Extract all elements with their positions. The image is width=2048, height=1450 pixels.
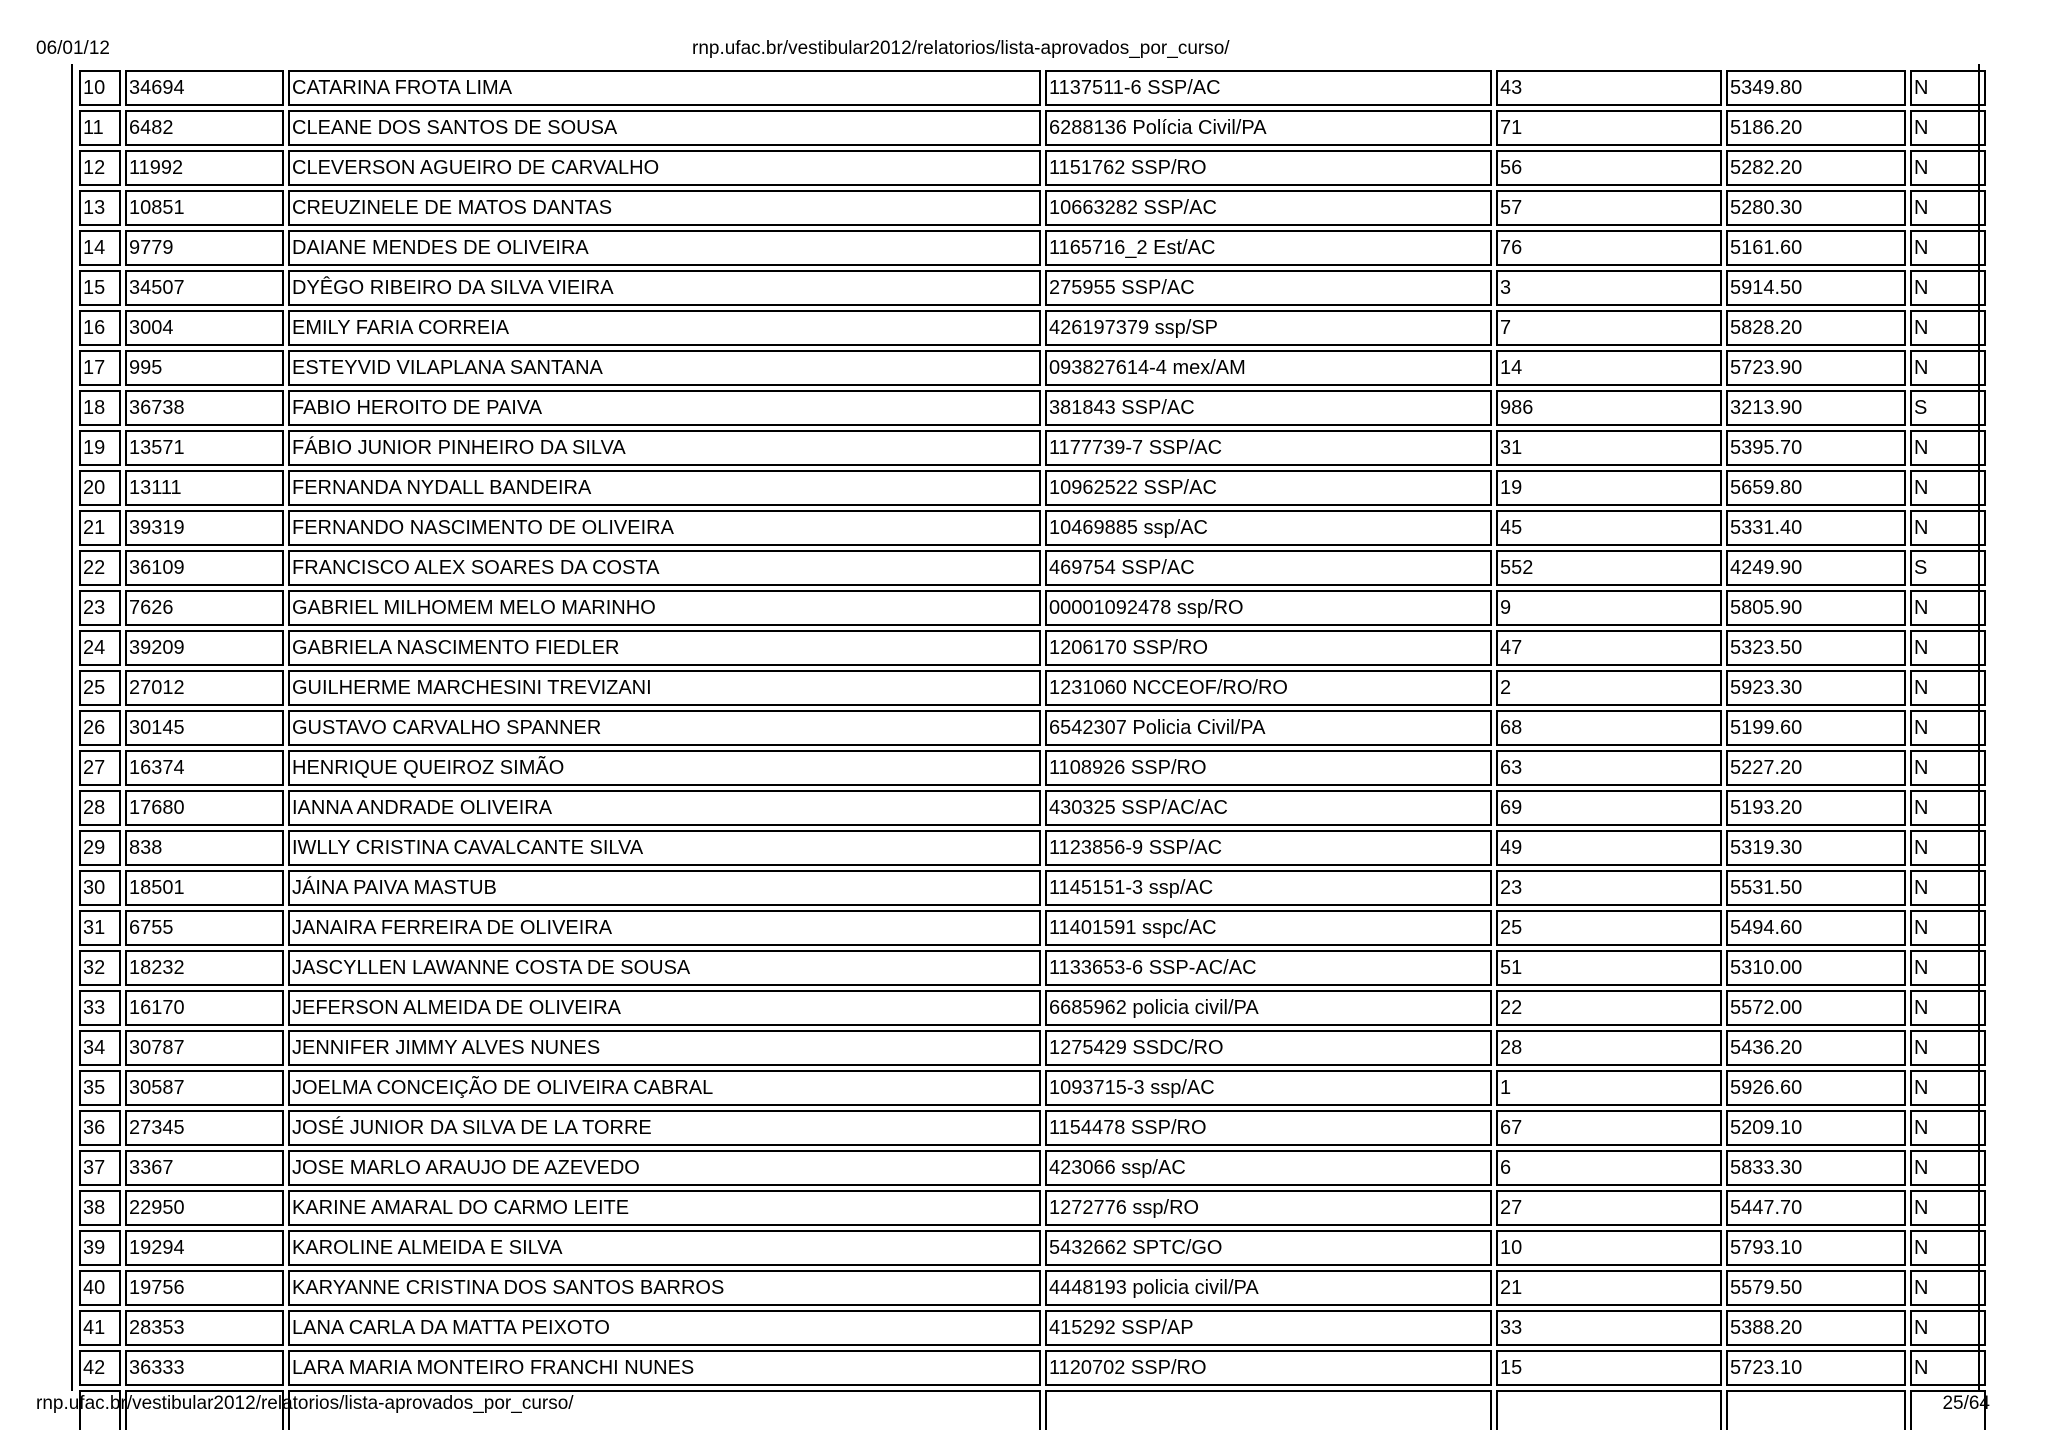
cell-registration: 6482 — [125, 110, 284, 146]
cell-registration: 39209 — [125, 630, 284, 666]
cell-score: 5161.60 — [1726, 230, 1906, 266]
table-row — [79, 70, 1986, 106]
cell-name: FÁBIO JUNIOR PINHEIRO DA SILVA — [288, 430, 1041, 466]
cell-name: CLEVERSON AGUEIRO DE CARVALHO — [288, 150, 1041, 186]
table-body — [79, 70, 1986, 1430]
table-row — [79, 190, 1986, 226]
cell-position: 19 — [79, 430, 121, 466]
table-row — [79, 1150, 1986, 1186]
empty-cell — [1496, 1390, 1722, 1430]
cell-score: 5926.60 — [1726, 1070, 1906, 1106]
cell-document: 10962522 SSP/AC — [1045, 470, 1492, 506]
table-row — [79, 950, 1986, 986]
cell-name: LARA MARIA MONTEIRO FRANCHI NUNES — [288, 1350, 1041, 1386]
cell-name: DAIANE MENDES DE OLIVEIRA — [288, 230, 1041, 266]
cell-rank: 56 — [1496, 150, 1722, 186]
cell-document: 1231060 NCCEOF/RO/RO — [1045, 670, 1492, 706]
cell-name: CLEANE DOS SANTOS DE SOUSA — [288, 110, 1041, 146]
cell-position: 37 — [79, 1150, 121, 1186]
table-row — [79, 830, 1986, 866]
cell-registration: 9779 — [125, 230, 284, 266]
cell-document: 093827614-4 mex/AM — [1045, 350, 1492, 386]
cell-rank: 22 — [1496, 990, 1722, 1026]
table-row — [79, 230, 1986, 266]
page-url-footer: rnp.ufac.br/vestibular2012/relatorios/lista-aprovados_por_curso/ — [36, 1393, 574, 1414]
cell-flag: N — [1910, 150, 1986, 186]
cell-position: 42 — [79, 1350, 121, 1386]
cell-rank: 67 — [1496, 1110, 1722, 1146]
cell-rank: 71 — [1496, 110, 1722, 146]
cell-document: 1145151-3 ssp/AC — [1045, 870, 1492, 906]
cell-name: KARINE AMARAL DO CARMO LEITE — [288, 1190, 1041, 1226]
table-row — [79, 790, 1986, 826]
cell-document: 469754 SSP/AC — [1045, 550, 1492, 586]
cell-name: IWLLY CRISTINA CAVALCANTE SILVA — [288, 830, 1041, 866]
cell-flag: N — [1910, 1350, 1986, 1386]
cell-position: 27 — [79, 750, 121, 786]
cell-score: 5193.20 — [1726, 790, 1906, 826]
cell-name: GABRIEL MILHOMEM MELO MARINHO — [288, 590, 1041, 626]
cell-document: 1120702 SSP/RO — [1045, 1350, 1492, 1386]
cell-score: 5323.50 — [1726, 630, 1906, 666]
cell-score: 5280.30 — [1726, 190, 1906, 226]
cell-score: 5319.30 — [1726, 830, 1906, 866]
table-row — [79, 1070, 1986, 1106]
cell-rank: 15 — [1496, 1350, 1722, 1386]
cell-registration: 13111 — [125, 470, 284, 506]
cell-score: 5310.00 — [1726, 950, 1906, 986]
cell-flag: S — [1910, 550, 1986, 586]
cell-registration: 13571 — [125, 430, 284, 466]
cell-score: 5447.70 — [1726, 1190, 1906, 1226]
cell-registration: 16374 — [125, 750, 284, 786]
table-row — [79, 750, 1986, 786]
cell-rank: 552 — [1496, 550, 1722, 586]
cell-flag: N — [1910, 350, 1986, 386]
cell-name: FABIO HEROITO DE PAIVA — [288, 390, 1041, 426]
print-date: 06/01/12 — [36, 38, 110, 59]
cell-score: 5923.30 — [1726, 670, 1906, 706]
table-row — [79, 990, 1986, 1026]
cell-name: JÁINA PAIVA MASTUB — [288, 870, 1041, 906]
cell-position: 18 — [79, 390, 121, 426]
table-row — [79, 350, 1986, 386]
cell-score: 5227.20 — [1726, 750, 1906, 786]
cell-rank: 7 — [1496, 310, 1722, 346]
cell-name: GABRIELA NASCIMENTO FIEDLER — [288, 630, 1041, 666]
cell-position: 38 — [79, 1190, 121, 1226]
cell-document: 415292 SSP/AP — [1045, 1310, 1492, 1346]
cell-document: 11401591 sspc/AC — [1045, 910, 1492, 946]
cell-registration: 28353 — [125, 1310, 284, 1346]
cell-name: JEFERSON ALMEIDA DE OLIVEIRA — [288, 990, 1041, 1026]
cell-name: LANA CARLA DA MATTA PEIXOTO — [288, 1310, 1041, 1346]
cell-registration: 30145 — [125, 710, 284, 746]
table-row — [79, 430, 1986, 466]
cell-name: JOSE MARLO ARAUJO DE AZEVEDO — [288, 1150, 1041, 1186]
cell-registration: 36333 — [125, 1350, 284, 1386]
empty-cell — [1045, 1390, 1492, 1430]
cell-rank: 9 — [1496, 590, 1722, 626]
cell-position: 39 — [79, 1230, 121, 1266]
cell-position: 23 — [79, 590, 121, 626]
cell-rank: 47 — [1496, 630, 1722, 666]
cell-document: 381843 SSP/AC — [1045, 390, 1492, 426]
cell-flag: N — [1910, 950, 1986, 986]
cell-rank: 57 — [1496, 190, 1722, 226]
cell-name: CATARINA FROTA LIMA — [288, 70, 1041, 106]
cell-position: 21 — [79, 510, 121, 546]
cell-registration: 36109 — [125, 550, 284, 586]
cell-score: 5833.30 — [1726, 1150, 1906, 1186]
cell-document: 1275429 SSDC/RO — [1045, 1030, 1492, 1066]
cell-name: JOELMA CONCEIÇÃO DE OLIVEIRA CABRAL — [288, 1070, 1041, 1106]
cell-name: GUSTAVO CARVALHO SPANNER — [288, 710, 1041, 746]
cell-registration: 39319 — [125, 510, 284, 546]
cell-registration: 995 — [125, 350, 284, 386]
cell-position: 41 — [79, 1310, 121, 1346]
cell-rank: 31 — [1496, 430, 1722, 466]
cell-flag: N — [1910, 870, 1986, 906]
cell-rank: 6 — [1496, 1150, 1722, 1186]
approved-list-table — [75, 66, 1990, 1434]
cell-registration: 27012 — [125, 670, 284, 706]
cell-registration: 3367 — [125, 1150, 284, 1186]
cell-flag: N — [1910, 470, 1986, 506]
cell-score: 5579.50 — [1726, 1270, 1906, 1306]
cell-registration: 36738 — [125, 390, 284, 426]
cell-score: 5572.00 — [1726, 990, 1906, 1026]
cell-name: IANNA ANDRADE OLIVEIRA — [288, 790, 1041, 826]
table-row — [79, 710, 1986, 746]
cell-flag: N — [1910, 1150, 1986, 1186]
table-row — [79, 630, 1986, 666]
cell-document: 6685962 policia civil/PA — [1045, 990, 1492, 1026]
cell-position: 40 — [79, 1270, 121, 1306]
cell-document: 1151762 SSP/RO — [1045, 150, 1492, 186]
cell-rank: 69 — [1496, 790, 1722, 826]
cell-registration: 7626 — [125, 590, 284, 626]
cell-document: 10469885 ssp/AC — [1045, 510, 1492, 546]
cell-document: 430325 SSP/AC/AC — [1045, 790, 1492, 826]
cell-score: 5494.60 — [1726, 910, 1906, 946]
cell-rank: 28 — [1496, 1030, 1722, 1066]
cell-document: 1108926 SSP/RO — [1045, 750, 1492, 786]
cell-registration: 10851 — [125, 190, 284, 226]
cell-name: FRANCISCO ALEX SOARES DA COSTA — [288, 550, 1041, 586]
cell-rank: 63 — [1496, 750, 1722, 786]
cell-flag: N — [1910, 750, 1986, 786]
table-row — [79, 470, 1986, 506]
cell-flag: N — [1910, 110, 1986, 146]
cell-flag: N — [1910, 910, 1986, 946]
cell-score: 5914.50 — [1726, 270, 1906, 306]
cell-document: 1206170 SSP/RO — [1045, 630, 1492, 666]
cell-flag: N — [1910, 1110, 1986, 1146]
cell-score: 5331.40 — [1726, 510, 1906, 546]
cell-score: 3213.90 — [1726, 390, 1906, 426]
table-row — [79, 670, 1986, 706]
cell-flag: N — [1910, 1230, 1986, 1266]
cell-position: 33 — [79, 990, 121, 1026]
cell-position: 11 — [79, 110, 121, 146]
cell-rank: 51 — [1496, 950, 1722, 986]
cell-name: KAROLINE ALMEIDA E SILVA — [288, 1230, 1041, 1266]
cell-score: 5282.20 — [1726, 150, 1906, 186]
cell-score: 5531.50 — [1726, 870, 1906, 906]
cell-registration: 11992 — [125, 150, 284, 186]
table-row — [79, 1190, 1986, 1226]
table-row — [79, 510, 1986, 546]
table-row — [79, 590, 1986, 626]
cell-document: 1093715-3 ssp/AC — [1045, 1070, 1492, 1106]
cell-document: 1177739-7 SSP/AC — [1045, 430, 1492, 466]
cell-rank: 19 — [1496, 470, 1722, 506]
cell-position: 22 — [79, 550, 121, 586]
cell-position: 17 — [79, 350, 121, 386]
cell-score: 5723.90 — [1726, 350, 1906, 386]
table-row — [79, 110, 1986, 146]
cell-document: 5432662 SPTC/GO — [1045, 1230, 1492, 1266]
table-row — [79, 870, 1986, 906]
cell-position: 24 — [79, 630, 121, 666]
cell-position: 26 — [79, 710, 121, 746]
cell-rank: 3 — [1496, 270, 1722, 306]
cell-position: 25 — [79, 670, 121, 706]
cell-score: 5349.80 — [1726, 70, 1906, 106]
table-row — [79, 310, 1986, 346]
cell-document: 1133653-6 SSP-AC/AC — [1045, 950, 1492, 986]
cell-registration: 16170 — [125, 990, 284, 1026]
cell-score: 5395.70 — [1726, 430, 1906, 466]
cell-document: 00001092478 ssp/RO — [1045, 590, 1492, 626]
cell-position: 29 — [79, 830, 121, 866]
cell-registration: 30787 — [125, 1030, 284, 1066]
cell-flag: N — [1910, 790, 1986, 826]
cell-rank: 43 — [1496, 70, 1722, 106]
page-url-header: rnp.ufac.br/vestibular2012/relatorios/lista-aprovados_por_curso/ — [692, 38, 1230, 59]
cell-position: 30 — [79, 870, 121, 906]
cell-name: CREUZINELE DE MATOS DANTAS — [288, 190, 1041, 226]
cell-rank: 986 — [1496, 390, 1722, 426]
cell-position: 20 — [79, 470, 121, 506]
cell-flag: N — [1910, 710, 1986, 746]
cell-registration: 19756 — [125, 1270, 284, 1306]
cell-flag: S — [1910, 390, 1986, 426]
cell-document: 1154478 SSP/RO — [1045, 1110, 1492, 1146]
cell-score: 5828.20 — [1726, 310, 1906, 346]
cell-position: 32 — [79, 950, 121, 986]
cell-name: HENRIQUE QUEIROZ SIMÃO — [288, 750, 1041, 786]
cell-name: JANAIRA FERREIRA DE OLIVEIRA — [288, 910, 1041, 946]
cell-rank: 23 — [1496, 870, 1722, 906]
cell-flag: N — [1910, 230, 1986, 266]
table-row — [79, 1030, 1986, 1066]
cell-name: EMILY FARIA CORREIA — [288, 310, 1041, 346]
cell-registration: 34507 — [125, 270, 284, 306]
cell-document: 6288136 Polícia Civil/PA — [1045, 110, 1492, 146]
cell-flag: N — [1910, 70, 1986, 106]
table-row — [79, 390, 1986, 426]
cell-rank: 33 — [1496, 1310, 1722, 1346]
cell-flag: N — [1910, 630, 1986, 666]
cell-position: 13 — [79, 190, 121, 226]
cell-document: 426197379 ssp/SP — [1045, 310, 1492, 346]
cell-position: 34 — [79, 1030, 121, 1066]
cell-score: 5186.20 — [1726, 110, 1906, 146]
cell-rank: 49 — [1496, 830, 1722, 866]
cell-position: 35 — [79, 1070, 121, 1106]
cell-flag: N — [1910, 990, 1986, 1026]
cell-position: 28 — [79, 790, 121, 826]
cell-registration: 34694 — [125, 70, 284, 106]
table-row — [79, 550, 1986, 586]
cell-score: 5388.20 — [1726, 1310, 1906, 1346]
table-row — [79, 1110, 1986, 1146]
cell-document: 275955 SSP/AC — [1045, 270, 1492, 306]
cell-registration: 27345 — [125, 1110, 284, 1146]
cell-score: 5805.90 — [1726, 590, 1906, 626]
cell-name: KARYANNE CRISTINA DOS SANTOS BARROS — [288, 1270, 1041, 1306]
table-row — [79, 1310, 1986, 1346]
cell-registration: 3004 — [125, 310, 284, 346]
cell-rank: 10 — [1496, 1230, 1722, 1266]
cell-position: 31 — [79, 910, 121, 946]
cell-flag: N — [1910, 190, 1986, 226]
cell-registration: 6755 — [125, 910, 284, 946]
cell-flag: N — [1910, 1270, 1986, 1306]
cell-flag: N — [1910, 670, 1986, 706]
empty-cell — [1726, 1390, 1906, 1430]
cell-flag: N — [1910, 1070, 1986, 1106]
cell-name: DYÊGO RIBEIRO DA SILVA VIEIRA — [288, 270, 1041, 306]
cell-flag: N — [1910, 1310, 1986, 1346]
cell-rank: 45 — [1496, 510, 1722, 546]
cell-position: 15 — [79, 270, 121, 306]
cell-document: 4448193 policia civil/PA — [1045, 1270, 1492, 1306]
cell-flag: N — [1910, 830, 1986, 866]
cell-registration: 18232 — [125, 950, 284, 986]
cell-score: 5659.80 — [1726, 470, 1906, 506]
cell-rank: 2 — [1496, 670, 1722, 706]
cell-rank: 27 — [1496, 1190, 1722, 1226]
cell-rank: 68 — [1496, 710, 1722, 746]
cell-position: 36 — [79, 1110, 121, 1146]
cell-flag: N — [1910, 1030, 1986, 1066]
cell-position: 12 — [79, 150, 121, 186]
cell-document: 1165716_2 Est/AC — [1045, 230, 1492, 266]
page-number: 25/64 — [1942, 1393, 1990, 1414]
cell-score: 5793.10 — [1726, 1230, 1906, 1266]
table-row — [79, 910, 1986, 946]
cell-flag: N — [1910, 310, 1986, 346]
table-row — [79, 1350, 1986, 1386]
cell-position: 14 — [79, 230, 121, 266]
cell-score: 5199.60 — [1726, 710, 1906, 746]
cell-flag: N — [1910, 430, 1986, 466]
cell-score: 4249.90 — [1726, 550, 1906, 586]
cell-document: 1123856-9 SSP/AC — [1045, 830, 1492, 866]
cell-score: 5723.10 — [1726, 1350, 1906, 1386]
cell-document: 10663282 SSP/AC — [1045, 190, 1492, 226]
cell-registration: 30587 — [125, 1070, 284, 1106]
cell-rank: 14 — [1496, 350, 1722, 386]
cell-name: JOSÉ JUNIOR DA SILVA DE LA TORRE — [288, 1110, 1041, 1146]
cell-name: FERNANDO NASCIMENTO DE OLIVEIRA — [288, 510, 1041, 546]
cell-registration: 17680 — [125, 790, 284, 826]
cell-rank: 1 — [1496, 1070, 1722, 1106]
cell-registration: 22950 — [125, 1190, 284, 1226]
cell-document: 6542307 Policia Civil/PA — [1045, 710, 1492, 746]
cell-name: JASCYLLEN LAWANNE COSTA DE SOUSA — [288, 950, 1041, 986]
cell-flag: N — [1910, 510, 1986, 546]
cell-name: ESTEYVID VILAPLANA SANTANA — [288, 350, 1041, 386]
cell-registration: 19294 — [125, 1230, 284, 1266]
cell-rank: 21 — [1496, 1270, 1722, 1306]
cell-position: 16 — [79, 310, 121, 346]
cell-position: 10 — [79, 70, 121, 106]
table-row — [79, 1270, 1986, 1306]
cell-document: 1137511-6 SSP/AC — [1045, 70, 1492, 106]
cell-registration: 838 — [125, 830, 284, 866]
cell-name: GUILHERME MARCHESINI TREVIZANI — [288, 670, 1041, 706]
table-row — [79, 270, 1986, 306]
cell-rank: 76 — [1496, 230, 1722, 266]
cell-flag: N — [1910, 270, 1986, 306]
cell-document: 1272776 ssp/RO — [1045, 1190, 1492, 1226]
cell-document: 423066 ssp/AC — [1045, 1150, 1492, 1186]
cell-score: 5209.10 — [1726, 1110, 1906, 1146]
table-row — [79, 150, 1986, 186]
table-row — [79, 1230, 1986, 1266]
cell-name: JENNIFER JIMMY ALVES NUNES — [288, 1030, 1041, 1066]
cell-score: 5436.20 — [1726, 1030, 1906, 1066]
cell-rank: 25 — [1496, 910, 1722, 946]
cell-flag: N — [1910, 1190, 1986, 1226]
cell-flag: N — [1910, 590, 1986, 626]
cell-name: FERNANDA NYDALL BANDEIRA — [288, 470, 1041, 506]
cell-registration: 18501 — [125, 870, 284, 906]
